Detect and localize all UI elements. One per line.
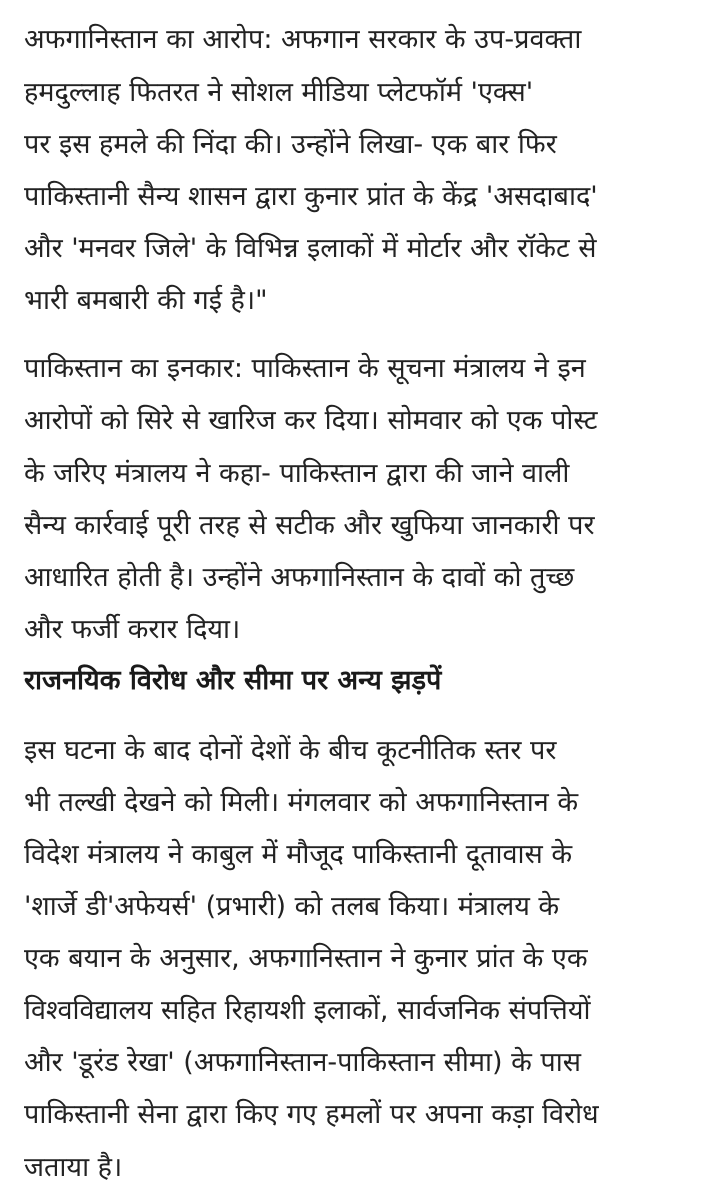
text-line: पाकिस्तान का इनकार: पाकिस्तान के सूचना मंत्रालय ने इन xyxy=(24,353,586,384)
text-line: पर इस हमले की निंदा की। उन्होंने लिखा- एक बार फिर xyxy=(24,129,557,160)
section-heading: राजनयिक विरोध और सीमा पर अन्य झड़पें xyxy=(24,665,442,696)
text-line: सैन्य कार्रवाई पूरी तरह से सटीक और खुफिया जानकारी पर xyxy=(24,510,595,541)
text-line: आधारित होती है। उन्होंने अफगानिस्तान के दावों को तुच्छ xyxy=(24,562,575,593)
text-line: भारी बमबारी की गई है।" xyxy=(24,285,268,316)
text-line: और फर्जी करार दिया। xyxy=(24,614,241,645)
text-line: 'शार्जे डी'अफेयर्स' (प्रभारी) को तलब किया। मंत्रालय के xyxy=(24,891,560,922)
text-line: पाकिस्तानी सेना द्वारा किए गए हमलों पर अपना कड़ा विरोध xyxy=(24,1099,599,1130)
text-line: विश्वविद्यालय सहित रिहायशी इलाकों, सार्वजनिक संपत्तियों xyxy=(24,995,591,1026)
text-line: जताया है। xyxy=(24,1152,123,1183)
text-line: और 'मनवर जिले' के विभिन्न इलाकों में मोर्टार और रॉकेट से xyxy=(24,233,597,264)
text-line: आरोपों को सिरे से खारिज कर दिया। सोमवार को एक पोस्ट xyxy=(24,405,598,436)
text-line: भी तल्खी देखने को मिली। मंगलवार को अफगानिस्तान के xyxy=(24,787,579,818)
text-line: एक बयान के अनुसार, अफगानिस्तान ने कुनार प्रांत के एक xyxy=(24,943,588,974)
text-line: इस घटना के बाद दोनों देशों के बीच कूटनीतिक स्तर पर xyxy=(24,735,557,766)
text-line: के जरिए मंत्रालय ने कहा- पाकिस्तान द्वारा की जाने वाली xyxy=(24,458,570,489)
text-line: हमदुल्लाह फितरत ने सोशल मीडिया प्लेटफॉर्म 'एक्स' xyxy=(24,77,534,108)
text-line: पाकिस्तानी सैन्य शासन द्वारा कुनार प्रांत के केंद्र 'असदाबाद' xyxy=(24,181,598,212)
text-line: विदेश मंत्रालय ने काबुल में मौजूद पाकिस्तानी दूतावास के xyxy=(24,839,573,870)
text-line: अफगानिस्तान का आरोप: अफगान सरकार के उप-प्रवक्ता xyxy=(24,24,582,55)
text-line: और 'डूरंड रेखा' (अफगानिस्तान-पाकिस्तान सीमा) के पास xyxy=(24,1047,581,1078)
